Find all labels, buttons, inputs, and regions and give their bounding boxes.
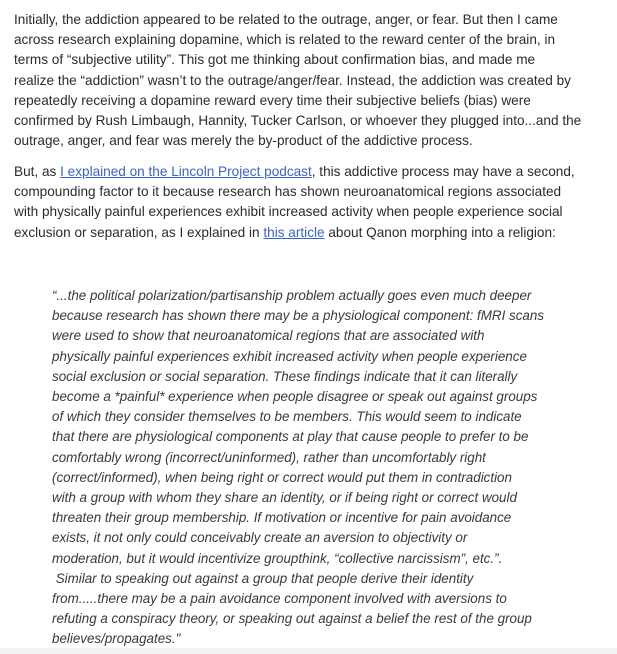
text-line: confirmed by Rush Limbaugh, Hannity, Tucker Carlson, or whoever they plugged into...and the: [14, 113, 582, 129]
quote-line: (correct/informed), when being right or correct would put them in contradiction: [52, 469, 512, 485]
text-line: [14, 223, 575, 243]
quote-line: Similar to speaking out against a group that people derive their identity: [52, 570, 474, 586]
quote-line: of which they consider themselves to be members. This would seem to indicate: [52, 409, 522, 425]
blockquote: [52, 286, 544, 650]
text-line: Initially, the addiction appeared to be related to the outrage, anger, or fear. But then I came: [14, 12, 558, 27]
text: exclusion or separation, as I explained in: [14, 224, 264, 240]
quote-line: were used to show that neuroanatomical regions that are associated with: [52, 328, 485, 344]
quote-line: comfortably wrong (incorrect/uninformed), rather than uncomfortably right: [52, 449, 486, 465]
quote-line: “...the political polarization/partisanship problem actually goes even much deeper: [52, 288, 532, 303]
quote-line: with a group with whom they share an identity, or if being right or correct would: [52, 490, 517, 506]
paragraph-lincoln-project: [14, 162, 575, 243]
lincoln-project-podcast-link[interactable]: I explained on the Lincoln Project podcast: [60, 164, 312, 179]
text: But, as: [14, 164, 61, 179]
text-line: terms of “subjective utility”. This got me thinking about confirmation bias, and made me: [14, 52, 536, 68]
text: , this addictive process may have a second,: [311, 164, 575, 179]
text-line: outrage, anger, and fear was merely the by-product of the addictive process.: [14, 133, 473, 149]
this-article-link[interactable]: this article: [263, 224, 325, 240]
text: about Qanon morphing into a religion:: [324, 224, 556, 240]
quote-line: that there are physiological components at play that cause people to prefer to be: [52, 429, 529, 445]
quote-line: become a *painful* experience when people disagree or speak out against groups: [52, 389, 538, 405]
text-line: [14, 162, 575, 182]
page-bottom-edge: [0, 648, 617, 654]
text-line: realize the “addiction” wasn’t to the outrage/anger/fear. Instead, the addiction was created by: [14, 72, 571, 88]
quote-line: refuting a conspiracy theory, or speaking out against a belief the rest of the group: [52, 611, 532, 627]
quote-line: social exclusion or social separation. These findings indicate that it can literally: [52, 368, 518, 384]
quote-line: from.....there may be a pain avoidance component involved with aversions to: [52, 591, 507, 607]
paragraph-addiction: [14, 10, 581, 151]
quote-line: moderation, but it would incentivize groupthink, “collective narcissism”, etc.”.: [52, 550, 503, 566]
text-line: with physically painful experiences exhibit increased activity when people experience social: [14, 204, 563, 220]
text-line: compounding factor to it because research has shown neuroanatomical regions associated: [14, 184, 562, 200]
text-line: across research explaining dopamine, which is related to the reward center of the brain, in: [14, 32, 556, 48]
quote-line: because research has shown there may be a physiological component: fMRI scans: [52, 308, 544, 324]
quote-line: exists, it not only could conceivably create an aversion to objectivity or: [52, 530, 468, 546]
text-line: repeatedly receiving a dopamine reward every time their subjective beliefs (bias) were: [14, 92, 531, 108]
quote-line: believes/propagates.": [52, 631, 181, 647]
quote-line: threaten their group membership. If motivation or incentive for pain avoidance: [52, 510, 512, 526]
quote-line: physically painful experiences exhibit increased activity when people experience: [52, 348, 527, 364]
